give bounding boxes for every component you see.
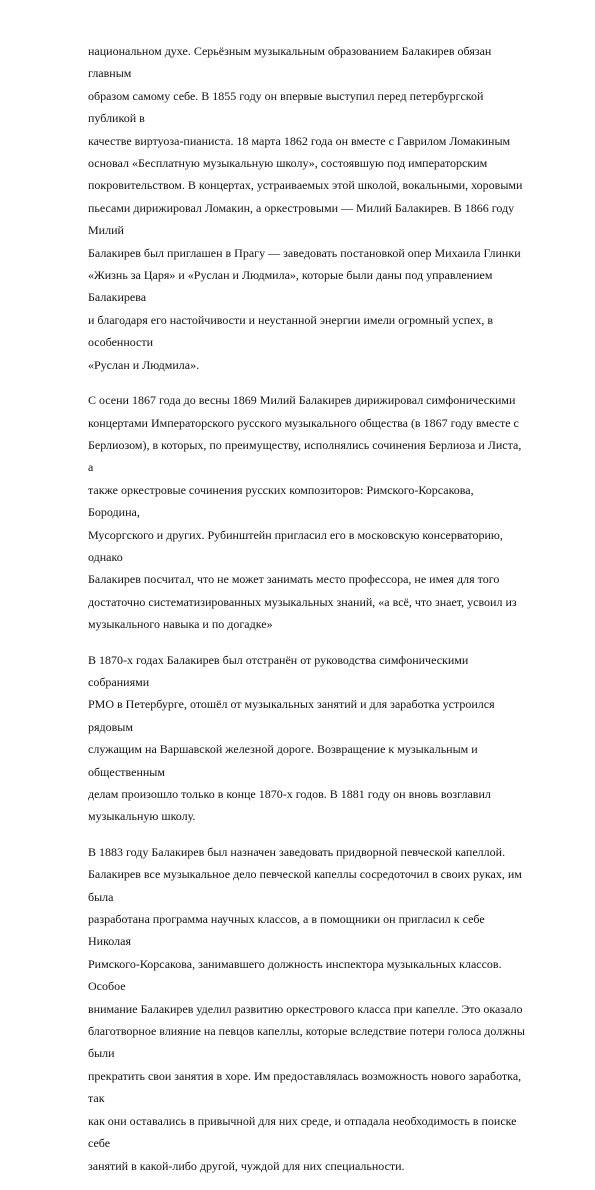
paragraph-3: В 1870-х годах Балакирев был отстранён от руководства симфоническими собраниями РМО в Петербурге, отошёл от музыкальных занятий и для заработка устроился рядовым служащим на Варшавской железной дороге. Возвращение к музыкальным и общественным делам произошло только в конце 1870-х годов. В 1881 году он вновь возглавил музыкальную школу.: [88, 652, 495, 824]
paragraph-1: национальном духе. Серьёзным музыкальным образованием Балакирев обязан главным образом самому себе. В 1855 году он впервые выступил перед петербургской публикой в качестве виртуоза-пианиста. 18 марта 1862 года он вместе с Гаврилом Ломакиным основал «Бесплатную музыкальную школу», состоявшую под императорским покровительством. В концертах, устраиваемых этой школой, вокальными, хоровыми пьесами дирижировал Ломакин, а оркестровыми — Милий Балакирев. В 1866 году Милий Балакирев был приглашен в Прагу — заведовать постановкой опер Михаила Глинки «Жизнь за Царя» и «Руслан и Людмила», которые были даны под управлением Балакирева и благодаря его настойчивости и неустанной энергии имели огромный успех, в особенности «Руслан и Людмила».: [88, 44, 523, 372]
document-page: [88, 40, 528, 1190]
paragraph-4: В 1883 году Балакирев был назначен заведовать придворной певческой капеллой. Балакирев все музыкальное дело певческой капеллы сосредоточил в своих руках, им была разработана программа научных классов, а в помощники он пригласил к себе Николая Римского-Корсакова, занимавшего должность инспектора музыкальных классов. Особое внимание Балакирев уделил развитию оркестрового класса при капелле. Это оказало благотворное влияние на певцов капеллы, которые вследствие потери голоса должны были прекратить свои занятия в хоре. Им предоставлялась возможность нового заработка, так как они оставались в привычной для них среде, и отпадала необходимость в поиске себе занятий в какой-либо другой, чуждой для них специальности.: [88, 844, 525, 1173]
paragraph-2: С осени 1867 года до весны 1869 Милий Балакирев дирижировал симфоническими концертами Императорского русского музыкального общества (в 1867 году вместе с Берлиозом), в которых, по преимуществу, исполнялись сочинения Берлиоза и Листа, а также оркестровые сочинения русских композиторов: Римского-Корсакова, Бородина, Мусоргского и других. Рубинштейн пригласил его в московскую консерваторию, однако Балакирев посчитал, что не может занимать место профессора, не имея для того достаточно систематизированных музыкальных знаний, «а всё, что знает, усвоил из музыкального навыка и по догадке»: [88, 393, 522, 632]
